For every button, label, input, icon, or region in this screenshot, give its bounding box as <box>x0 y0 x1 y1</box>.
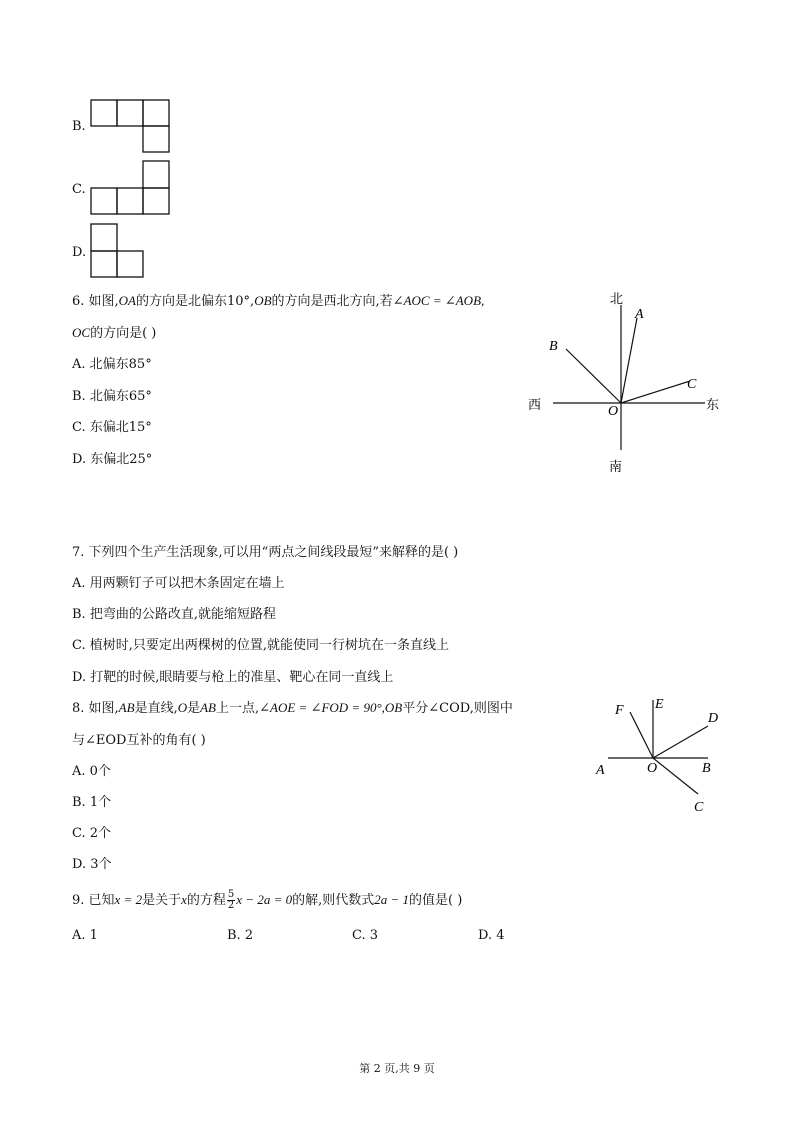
q6-label-west: 西 <box>528 398 542 413</box>
q8-stem-line2: 与∠EOD互补的角有( ) <box>72 733 206 748</box>
q6-ray-ob <box>566 349 621 403</box>
q8-label-a: A <box>596 763 605 778</box>
q9-stem: 9. 已知x = 2是关于x的方程 $\frac{5}{2}$ x − 2a = 0的解,则代数式2a − 1的值是( ) <box>72 889 463 911</box>
q8-label-c: C <box>694 800 704 815</box>
q8-option-c: C. 2个 <box>72 826 112 841</box>
q9-option-c: C. 3 <box>352 928 379 943</box>
q6-label-b: B <box>549 339 558 354</box>
q8-label-b: B <box>702 761 711 776</box>
q6-option-a: A. 北偏东85° <box>72 357 152 372</box>
q6-option-d: D. 东偏北25° <box>72 452 153 467</box>
option-d-label: D. <box>72 245 87 260</box>
q9-fraction: $\frac{5}{2}$ <box>227 889 235 911</box>
q8-label-f: F <box>615 703 624 718</box>
q7-option-b: B. 把弯曲的公路改直,就能缩短路程 <box>72 607 276 622</box>
q6-stem-line1: 6. 如图,OA的方向是北偏东10°,OB的方向是西北方向,若∠AOC = ∠AOB, <box>72 293 485 309</box>
q7-option-a: A. 用两颗钉子可以把木条固定在墙上 <box>72 576 285 591</box>
q6-label-c: C <box>687 377 697 392</box>
q6-option-b: B. 北偏东65° <box>72 389 152 404</box>
q9-option-a: A. 1 <box>72 928 98 943</box>
q6-option-c: C. 东偏北15° <box>72 420 152 435</box>
q7-option-d: D. 打靶的时候,眼睛要与枪上的准星、靶心在同一直线上 <box>72 670 394 685</box>
q7-stem: 7. 下列四个生产生活现象,可以用“两点之间线段最短”来解释的是( ) <box>72 545 459 560</box>
q9-option-b: B. 2 <box>227 928 254 943</box>
q6-label-o: O <box>608 404 619 419</box>
q6-label-north: 北 <box>610 292 624 307</box>
option-c-label: C. <box>72 182 86 197</box>
q6-label-east: 东 <box>706 398 720 413</box>
q8-option-a: A. 0个 <box>72 764 111 779</box>
q6-ray-oc <box>621 381 690 403</box>
option-c-figure <box>90 160 172 216</box>
q8-label-o: O <box>647 761 658 776</box>
q8-label-e: E <box>655 697 664 712</box>
q6-label-a: A <box>635 307 644 322</box>
q8-stem-line1: 8. 如图,AB是直线,O是AB上一点,∠AOE = ∠FOD = 90°,OB平分∠COD,则图中 <box>72 700 513 716</box>
q8-angle-figure <box>590 690 730 820</box>
q6-label-south: 南 <box>609 460 623 475</box>
option-d-figure <box>90 223 148 279</box>
q7-option-c: C. 植树时,只要定出两棵树的位置,就能使同一行树坑在一条直线上 <box>72 638 450 653</box>
page-footer: 第 2 页,共 9 页 <box>359 1062 435 1075</box>
q8-ray-od <box>653 726 708 758</box>
q8-option-d: D. 3个 <box>72 857 112 872</box>
q6-stem-line2: OC的方向是( ) <box>72 325 157 341</box>
option-b-figure <box>90 99 172 153</box>
option-b-label: B. <box>72 119 86 134</box>
q9-option-d: D. 4 <box>478 928 505 943</box>
q8-option-b: B. 1个 <box>72 795 112 810</box>
q8-ray-oc <box>653 758 698 794</box>
q6-compass-figure <box>520 285 730 480</box>
q8-ray-of <box>630 712 653 758</box>
q6-ray-oa <box>621 318 637 403</box>
q8-label-d: D <box>708 711 719 726</box>
